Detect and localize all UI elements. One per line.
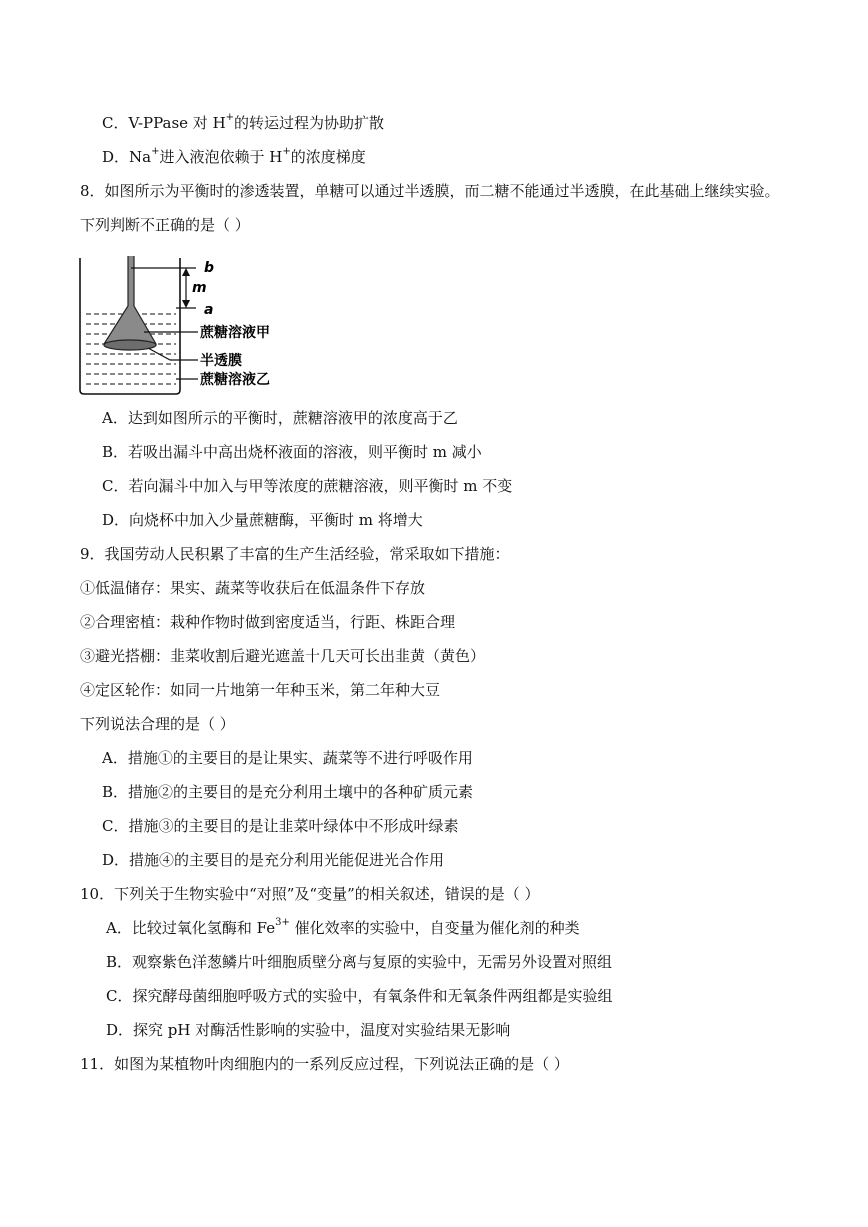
q9-measure-4: ④定区轮作：如同一片地第一年种玉米，第二年种大豆 [80,681,441,699]
label-a: a [204,302,214,318]
q9-stem: 9．我国劳动人民积累了丰富的生产生活经验，常采取如下措施： [80,545,510,563]
label-b: b [204,260,215,276]
q10-option-c: C．探究酵母菌细胞呼吸方式的实验中，有氧条件和无氧条件两组都是实验组 [106,987,613,1005]
q9-option-b: B．措施②的主要目的是充分利用土壤中的各种矿质元素 [102,783,474,801]
q8-option-c: C．若向漏斗中加入与甲等浓度的蔗糖溶液，则平衡时 m 不变 [102,477,513,495]
q8-stem-line1: 8．如图所示为平衡时的渗透装置，单糖可以通过半透膜，而二糖不能通过半透膜，在此基础上继续实验。 [80,182,780,200]
osmosis-apparatus-diagram [78,248,278,396]
q9-option-a: A．措施①的主要目的是让果实、蔬菜等不进行呼吸作用 [102,749,473,767]
label-m: m [192,280,207,296]
q7-option-c: C．V-PPase 对 H+的转运过程为协助扩散 [102,112,385,132]
q8-option-b: B．若吸出漏斗中高出烧杯液面的溶液，则平衡时 m 减小 [102,443,482,461]
q9-measure-3: ③避光搭棚：韭菜收割后避光遮盖十几天可长出韭黄（黄色） [80,647,486,665]
funnel [104,256,156,348]
q9-option-c: C．措施③的主要目的是让韭菜叶绿体中不形成叶绿素 [102,817,459,835]
q11-stem: 11．如图为某植物叶肉细胞内的一系列反应过程，下列说法正确的是（ ） [80,1055,569,1073]
q9-option-d: D．措施④的主要目的是充分利用光能促进光合作用 [102,851,445,869]
label-solution-a: 蔗糖溶液甲 [200,325,270,341]
q8-option-d: D．向烧杯中加入少量蔗糖酶，平衡时 m 将增大 [102,511,423,529]
q10-option-d: D．探究 pH 对酶活性影响的实验中，温度对实验结果无影响 [106,1021,511,1039]
label-membrane: 半透膜 [200,353,242,369]
q9-question: 下列说法合理的是（ ） [80,715,235,733]
q9-measure-2: ②合理密植：栽种作物时做到密度适当，行距、株距合理 [80,613,456,631]
label-solution-b: 蔗糖溶液乙 [200,372,270,388]
q10-option-a: A．比较过氧化氢酶和 $Fe^{3+}$ 催化效率的实验中，自变量为催化剂的种类 [106,917,580,937]
q10-option-b: B．观察紫色洋葱鳞片叶细胞质壁分离与复原的实验中，无需另外设置对照组 [106,953,613,971]
q7-option-d: D．Na+进入液泡依赖于 H+的浓度梯度 [102,146,366,166]
q8-stem-line2: 下列判断不正确的是（ ） [80,216,250,234]
q8-option-a: A．达到如图所示的平衡时，蔗糖溶液甲的浓度高于乙 [102,409,458,427]
q10-stem: 10．下列关于生物实验中“对照”及“变量”的相关叙述，错误的是（ ） [80,885,540,903]
q9-measure-1: ①低温储存：果实、蔬菜等收获后在低温条件下存放 [80,579,426,597]
